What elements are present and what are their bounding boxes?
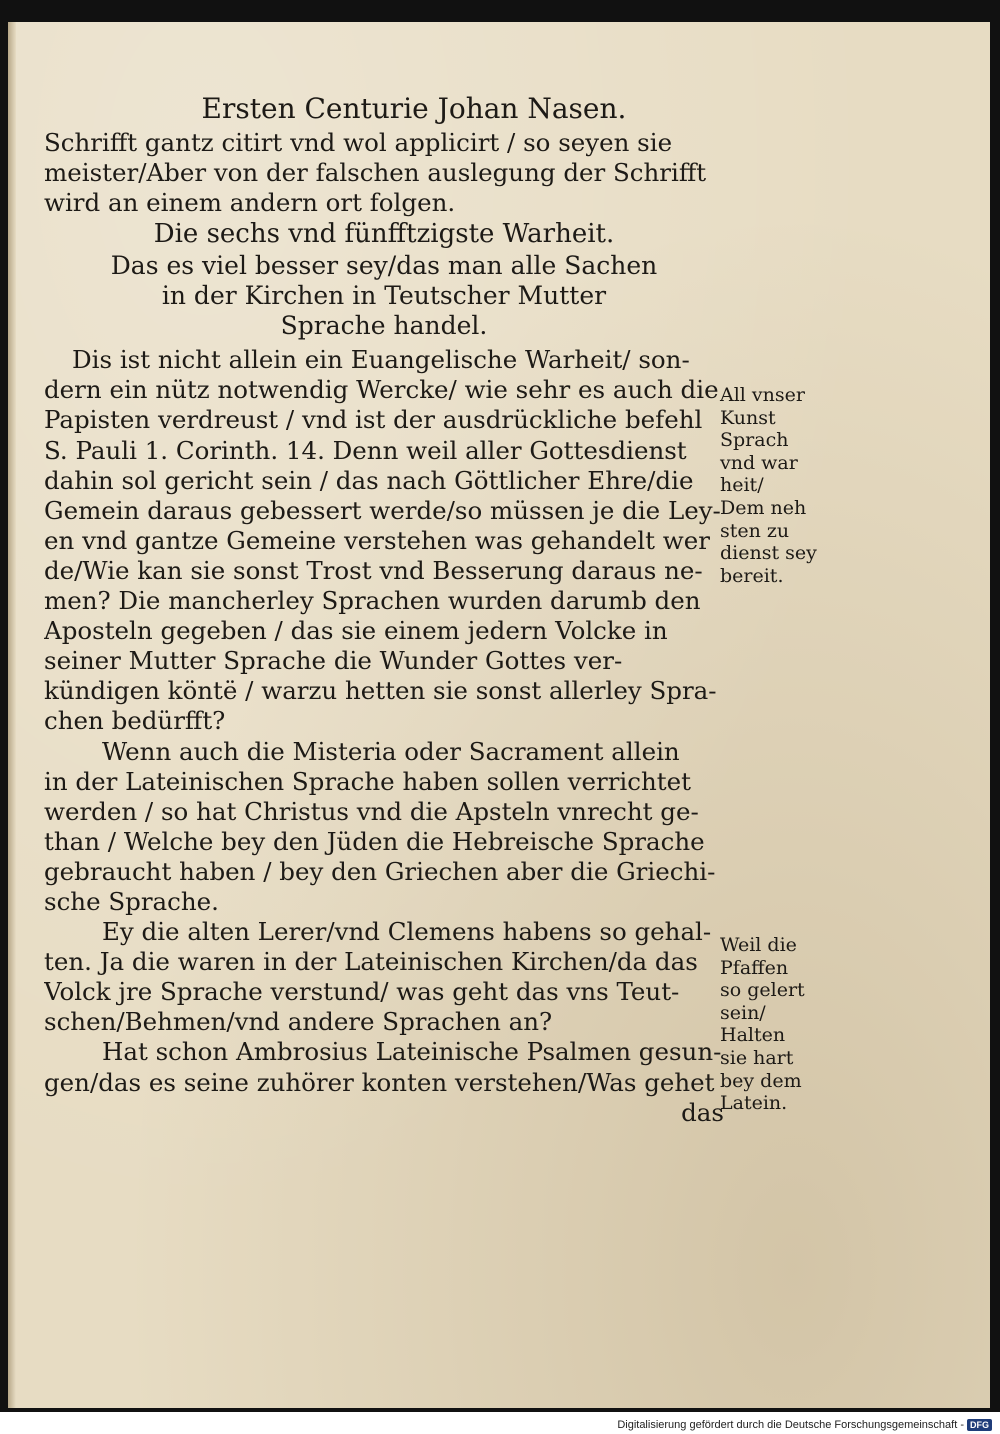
text-line: gebraucht haben / bey den Griechen aber die Griechi- xyxy=(44,856,716,886)
catchword: das xyxy=(681,1097,724,1127)
margin-line: Latein. xyxy=(720,1092,788,1115)
text-line: Aposteln gegeben / das sie einem jedern Volcke in xyxy=(44,616,668,646)
credit-text: Digitalisierung gefördert durch die Deutsche Forschungsgemeinschaft - xyxy=(617,1419,964,1431)
margin-line: heit/ xyxy=(720,474,764,497)
margin-line: All vnser xyxy=(720,384,805,406)
paragraph-3 xyxy=(44,917,724,1037)
subheading-line: Sprache handel. xyxy=(280,311,488,341)
text-line: wird an einem andern ort folgen. xyxy=(44,188,456,218)
page-edge xyxy=(8,22,16,1408)
margin-line: dienst sey xyxy=(720,542,817,565)
margin-line: Pfaffen xyxy=(720,956,789,979)
paragraph-4 xyxy=(44,1037,724,1127)
text-line: Hat schon Ambrosius Lateinische Psalmen gesun- xyxy=(102,1037,722,1067)
text-line: schen/Behmen/vnd andere Sprachen an? xyxy=(44,1007,553,1037)
text-line: dahin sol gericht sein / das nach Göttlicher Ehre/die xyxy=(44,465,694,495)
section-heading: Die sechs vnd fünfftzigste Warheit. xyxy=(153,219,615,250)
text-line: chen bedürfft? xyxy=(44,706,226,736)
section-subheading xyxy=(44,251,724,341)
text-line: Volck jre Sprache verstund/ was geht das vns Teut- xyxy=(44,977,680,1007)
text-line: Wenn auch die Misteria oder Sacrament allein xyxy=(102,736,680,766)
text-line: Dis ist nicht allein ein Euangelische Warheit/ son- xyxy=(72,345,690,375)
text-line: en vnd gantze Gemeine verstehen was gehandelt wer xyxy=(44,525,710,555)
subheading-line: Das es viel besser sey/das man alle Sachen xyxy=(110,251,658,281)
margin-line: Dem neh xyxy=(720,496,807,519)
margin-line: Halten xyxy=(720,1024,786,1047)
intro-paragraph xyxy=(44,128,724,218)
margin-line: vnd war xyxy=(720,451,798,474)
margin-line: sein/ xyxy=(720,1001,766,1024)
subheading-line: in der Kirchen in Teutscher Mutter xyxy=(161,281,607,311)
text-line: Ey die alten Lerer/vnd Clemens habens so gehal- xyxy=(102,917,712,947)
margin-line: bereit. xyxy=(720,564,784,587)
text-line: sche Sprache. xyxy=(44,886,219,916)
paragraph-1 xyxy=(44,345,724,736)
text-line: Schrifft gantz citirt vnd wol applicirt / so seyen sie xyxy=(44,128,673,157)
margin-line: Weil die xyxy=(720,934,797,956)
text-line: werden / so hat Christus vnd die Apsteln vnrecht ge- xyxy=(44,796,699,826)
text-line: kündigen köntë / warzu hetten sie sonst allerley Spra- xyxy=(44,676,717,706)
text-line: de/Wie kan sie sonst Trost vnd Besserung daraus ne- xyxy=(44,555,703,585)
text-line: gen/das es seine zuhörer konten verstehen/Was gehet xyxy=(44,1067,715,1097)
text-line: S. Pauli 1. Corinth. 14. Denn weil aller Gottesdienst xyxy=(44,435,687,465)
margin-line: sten zu xyxy=(720,519,790,542)
margin-line: Sprach xyxy=(720,429,789,452)
paragraph-2 xyxy=(44,737,724,918)
margin-note-2 xyxy=(720,934,830,1115)
text-line: meister/Aber von der falschen auslegung der Schrifft xyxy=(44,158,707,188)
margin-line: sie hart xyxy=(720,1046,794,1069)
text-line: seiner Mutter Sprache die Wunder Gottes ver- xyxy=(44,646,623,676)
digitization-credit xyxy=(617,1419,992,1431)
margin-line: Kunst xyxy=(720,406,776,429)
text-line: dern ein nütz notwendig Wercke/ wie sehr es auch die xyxy=(44,375,719,405)
text-line: than / Welche bey den Jüden die Hebreische Sprache xyxy=(44,826,705,856)
text-line: men? Die mancherley Sprachen wurden darumb den xyxy=(44,586,701,616)
text-line: Gemein daraus gebessert werde/so müssen je die Ley- xyxy=(44,495,721,525)
margin-line: bey dem xyxy=(720,1069,802,1092)
running-head: Ersten Centurie Johan Nasen. xyxy=(201,92,627,125)
text-line: ten. Ja die waren in der Lateinischen Kirchen/da das xyxy=(44,947,698,977)
main-text-block xyxy=(44,92,724,1128)
margin-note-1 xyxy=(720,384,830,587)
text-line: in der Lateinischen Sprache haben sollen verrichtet xyxy=(44,766,691,796)
text-line: Papisten verdreust / vnd ist der ausdrückliche befehl xyxy=(44,405,703,435)
margin-line: so gelert xyxy=(720,979,805,1002)
dfg-logo-icon: DFG xyxy=(967,1419,992,1431)
